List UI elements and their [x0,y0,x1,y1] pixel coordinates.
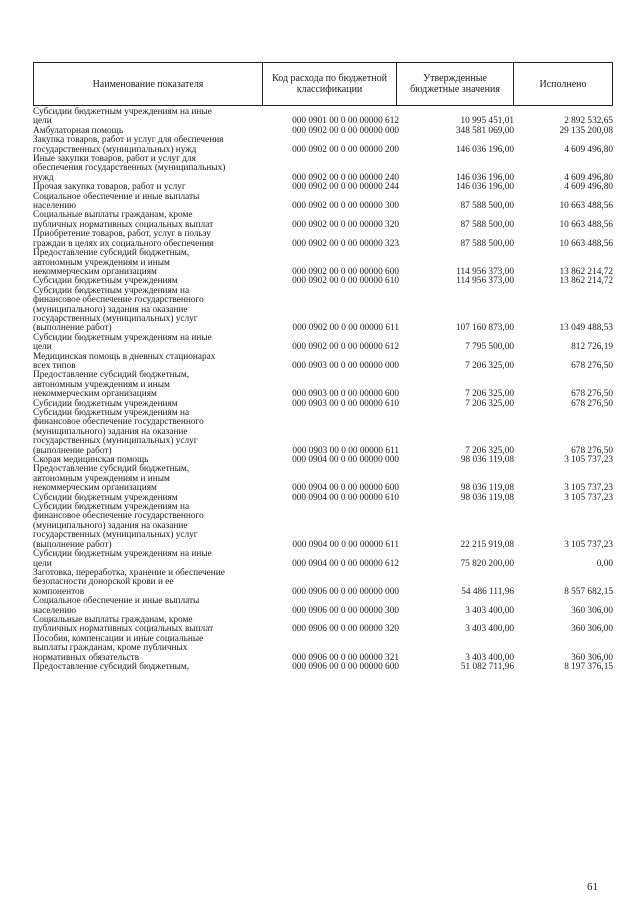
row-code: 000 0904 00 0 00 00000 612 [292,558,399,569]
row-name: Амбулаторная помощь [33,125,124,136]
row-approved: 98 036 119,08 [460,455,514,466]
row-executed: 678 276,50 [571,398,613,409]
table-row [33,597,615,616]
row-code: 000 0904 00 0 00 00000 600 [292,483,399,494]
row-name: Скорая медицинская помощь [33,455,149,466]
row-name: Субсидии бюджетным учреждениям на иные цели [33,549,212,569]
row-approved: 146 036 196,00 [455,182,514,193]
row-executed: 13 049 488,53 [559,323,613,334]
row-approved: 54 486 111,96 [461,586,514,597]
row-code: 000 0906 00 0 00 00000 000 [292,586,399,597]
row-executed: 3 105 737,23 [564,455,613,466]
row-code: 000 0901 00 0 00 00000 612 [292,116,399,127]
row-code: 000 0906 00 0 00 00000 600 [292,661,399,672]
table-row [33,503,615,550]
row-approved: 7 206 325,00 [465,445,514,456]
table-header [33,62,613,106]
row-approved: 87 588 500,00 [460,238,514,249]
row-code: 000 0906 00 0 00 00000 300 [292,605,399,616]
table-row [33,371,615,399]
row-name: Субсидии бюджетным учреждениям на финансовое обеспечение государственного (муниципального) задания на оказание государственных (муниципальных) услуг (выполнение работ) [33,408,204,456]
table-body [33,108,615,672]
row-code: 000 0903 00 0 00 00000 611 [292,445,399,456]
row-code: 000 0902 00 0 00 00000 244 [292,182,399,193]
row-executed: 13 862 214,72 [559,276,613,287]
row-code: 000 0902 00 0 00 00000 610 [292,276,399,287]
header-executed: Исполнено [539,78,587,90]
table-row [33,616,615,635]
row-approved: 146 036 196,00 [455,144,514,155]
row-name: Субсидии бюджетным учреждениям на финансовое обеспечение государственного (муниципального) задания на оказание государственных (муниципальных) услуг (выполнение работ) [33,502,204,550]
row-executed: 678 276,50 [571,389,613,400]
row-approved: 10 995 451,01 [460,116,514,127]
row-executed: 3 105 737,23 [564,539,613,550]
row-code: 000 0902 00 0 00 00000 611 [292,323,399,334]
row-executed: 360 306,00 [571,652,613,663]
row-code: 000 0902 00 0 00 00000 323 [292,238,399,249]
row-approved: 107 160 873,00 [455,323,514,334]
row-executed: 10 663 488,56 [559,201,613,212]
row-executed: 812 726,19 [571,342,613,353]
row-code: 000 0904 00 0 00 00000 611 [292,539,399,550]
row-name: Социальное обеспечение и иные выплаты населению [33,191,200,212]
row-executed: 678 276,50 [571,360,613,371]
table-row [33,353,615,372]
table-row [33,334,615,353]
row-name: Субсидии бюджетным учреждениям на иные цели [33,107,212,127]
row-code: 000 0902 00 0 00 00000 320 [292,219,399,230]
header-indicator-name: Наименование показателя [34,63,263,105]
row-executed: 3 105 737,23 [564,483,613,494]
row-approved: 98 036 119,08 [460,492,514,503]
row-executed: 10 663 488,56 [559,219,613,230]
row-executed: 4 609 496,80 [564,144,613,155]
row-executed: 8 197 376,15 [564,661,613,672]
row-code: 000 0903 00 0 00 00000 600 [292,389,399,400]
row-approved: 3 403 400,00 [465,605,514,616]
page-number: 61 [587,881,598,893]
row-executed: 0,00 [596,558,613,569]
table-row [33,663,615,672]
row-name: Прочая закупка товаров, работ и услуг [33,182,186,193]
row-name: Субсидии бюджетным учреждениям на финансовое обеспечение государственного (муниципального) задания на оказание государственных (муниципальных) услуг (выполнение работ) [33,285,204,334]
table-row [33,409,615,456]
row-code: 000 0902 00 0 00 00000 200 [292,144,399,155]
row-approved: 146 036 196,00 [455,172,514,183]
row-name: Субсидии бюджетным учреждениям на иные цели [33,332,212,353]
table-row [33,249,615,277]
row-executed: 13 862 214,72 [559,266,613,277]
row-name: Социальные выплаты гражданам, кроме публичных нормативных социальных выплат [33,614,214,635]
row-executed: 360 306,00 [571,605,613,616]
table-row [33,465,615,493]
header-budget-code: Код расхода по бюджетной классификации [263,63,397,105]
row-name: Приобретение товаров, работ, услуг в пользу граждан в целях их социального обеспечения [33,229,214,249]
row-approved: 87 588 500,00 [460,219,514,230]
table-row [33,569,615,597]
row-executed: 4 609 496,80 [564,182,613,193]
row-executed: 2 892 532,65 [564,116,613,127]
row-name: Социальное обеспечение и иные выплаты населению [33,596,200,616]
row-approved: 7 206 325,00 [465,398,514,409]
row-approved: 51 082 711,96 [460,661,514,672]
row-name: Закупка товаров, работ и услуг для обеспечения государственных (муниципальных) нужд [33,135,224,155]
row-executed: 10 663 488,56 [559,238,613,249]
table-row [33,550,615,569]
header-approved-values: Утвержденные бюджетные значения [397,63,514,105]
row-name: Заготовка, переработка, хранение и обеспечение безопасности донорской крови и ее компонентов [33,567,225,597]
row-code: 000 0902 00 0 00 00000 612 [292,342,399,353]
row-name: Предоставление субсидий бюджетным, автономным учреждениям и иным некоммерческим организациям [33,370,190,400]
row-approved: 3 403 400,00 [465,652,514,663]
row-executed: 8 557 682,15 [564,586,613,597]
row-code: 000 0904 00 0 00 00000 000 [292,455,399,466]
row-name: Предоставление субсидий бюджетным, автономным учреждениям и иным некоммерческим организациям [33,464,190,494]
row-approved: 7 206 325,00 [465,360,514,371]
row-code: 000 0902 00 0 00 00000 300 [292,201,399,212]
row-code: 000 0906 00 0 00 00000 320 [292,624,399,635]
table-row [33,635,615,663]
row-code: 000 0903 00 0 00 00000 000 [292,360,399,371]
row-approved: 75 820 200,00 [460,558,514,569]
row-approved: 114 956 373,00 [456,276,514,287]
row-name: Медицинская помощь в дневных стационарах всех типов [33,351,216,371]
row-code: 000 0902 00 0 00 00000 600 [292,266,399,277]
row-code: 000 0902 00 0 00 00000 000 [292,125,399,136]
row-approved: 3 403 400,00 [465,624,514,635]
row-executed: 4 609 496,80 [564,172,613,183]
row-code: 000 0902 00 0 00 00000 240 [292,172,399,183]
row-approved: 114 956 373,00 [456,266,514,277]
row-executed: 360 306,00 [571,624,613,635]
row-name: Иные закупки товаров, работ и услуг для обеспечения государственных (муниципальных) нужд [33,154,226,183]
row-name: Субсидии бюджетным учреждениям [33,492,178,503]
row-code: 000 0906 00 0 00 00000 321 [292,652,399,663]
row-name: Предоставление субсидий бюджетным, автономным учреждениям и иным некоммерческим организациям [33,248,190,277]
table-row [33,155,615,183]
row-name: Субсидии бюджетным учреждениям [33,398,178,409]
table-row [33,230,615,249]
row-code: 000 0904 00 0 00 00000 610 [292,492,399,503]
row-approved: 87 588 500,00 [460,201,514,212]
table-row [33,108,615,127]
row-name: Субсидии бюджетным учреждениям [33,276,178,287]
row-approved: 7 206 325,00 [465,389,514,400]
row-code: 000 0903 00 0 00 00000 610 [292,398,399,409]
table-row [33,136,615,155]
row-executed: 3 105 737,23 [564,492,613,503]
row-name: Социальные выплаты гражданам, кроме публичных нормативных социальных выплат [33,210,214,230]
row-name: Пособия, компенсации и иные социальные выплаты гражданам, кроме публичных нормативных обязательств [33,633,204,663]
table-row [33,193,615,212]
row-executed: 29 135 200,08 [559,125,613,136]
row-approved: 348 581 069,00 [455,125,514,136]
row-approved: 98 036 119,08 [460,483,514,494]
table-row [33,211,615,230]
row-name: Предоставление субсидий бюджетным, [33,661,190,672]
row-approved: 7 795 500,00 [465,342,514,353]
table-row [33,287,615,334]
row-executed: 678 276,50 [571,445,613,456]
row-approved: 22 215 919,08 [460,539,514,550]
